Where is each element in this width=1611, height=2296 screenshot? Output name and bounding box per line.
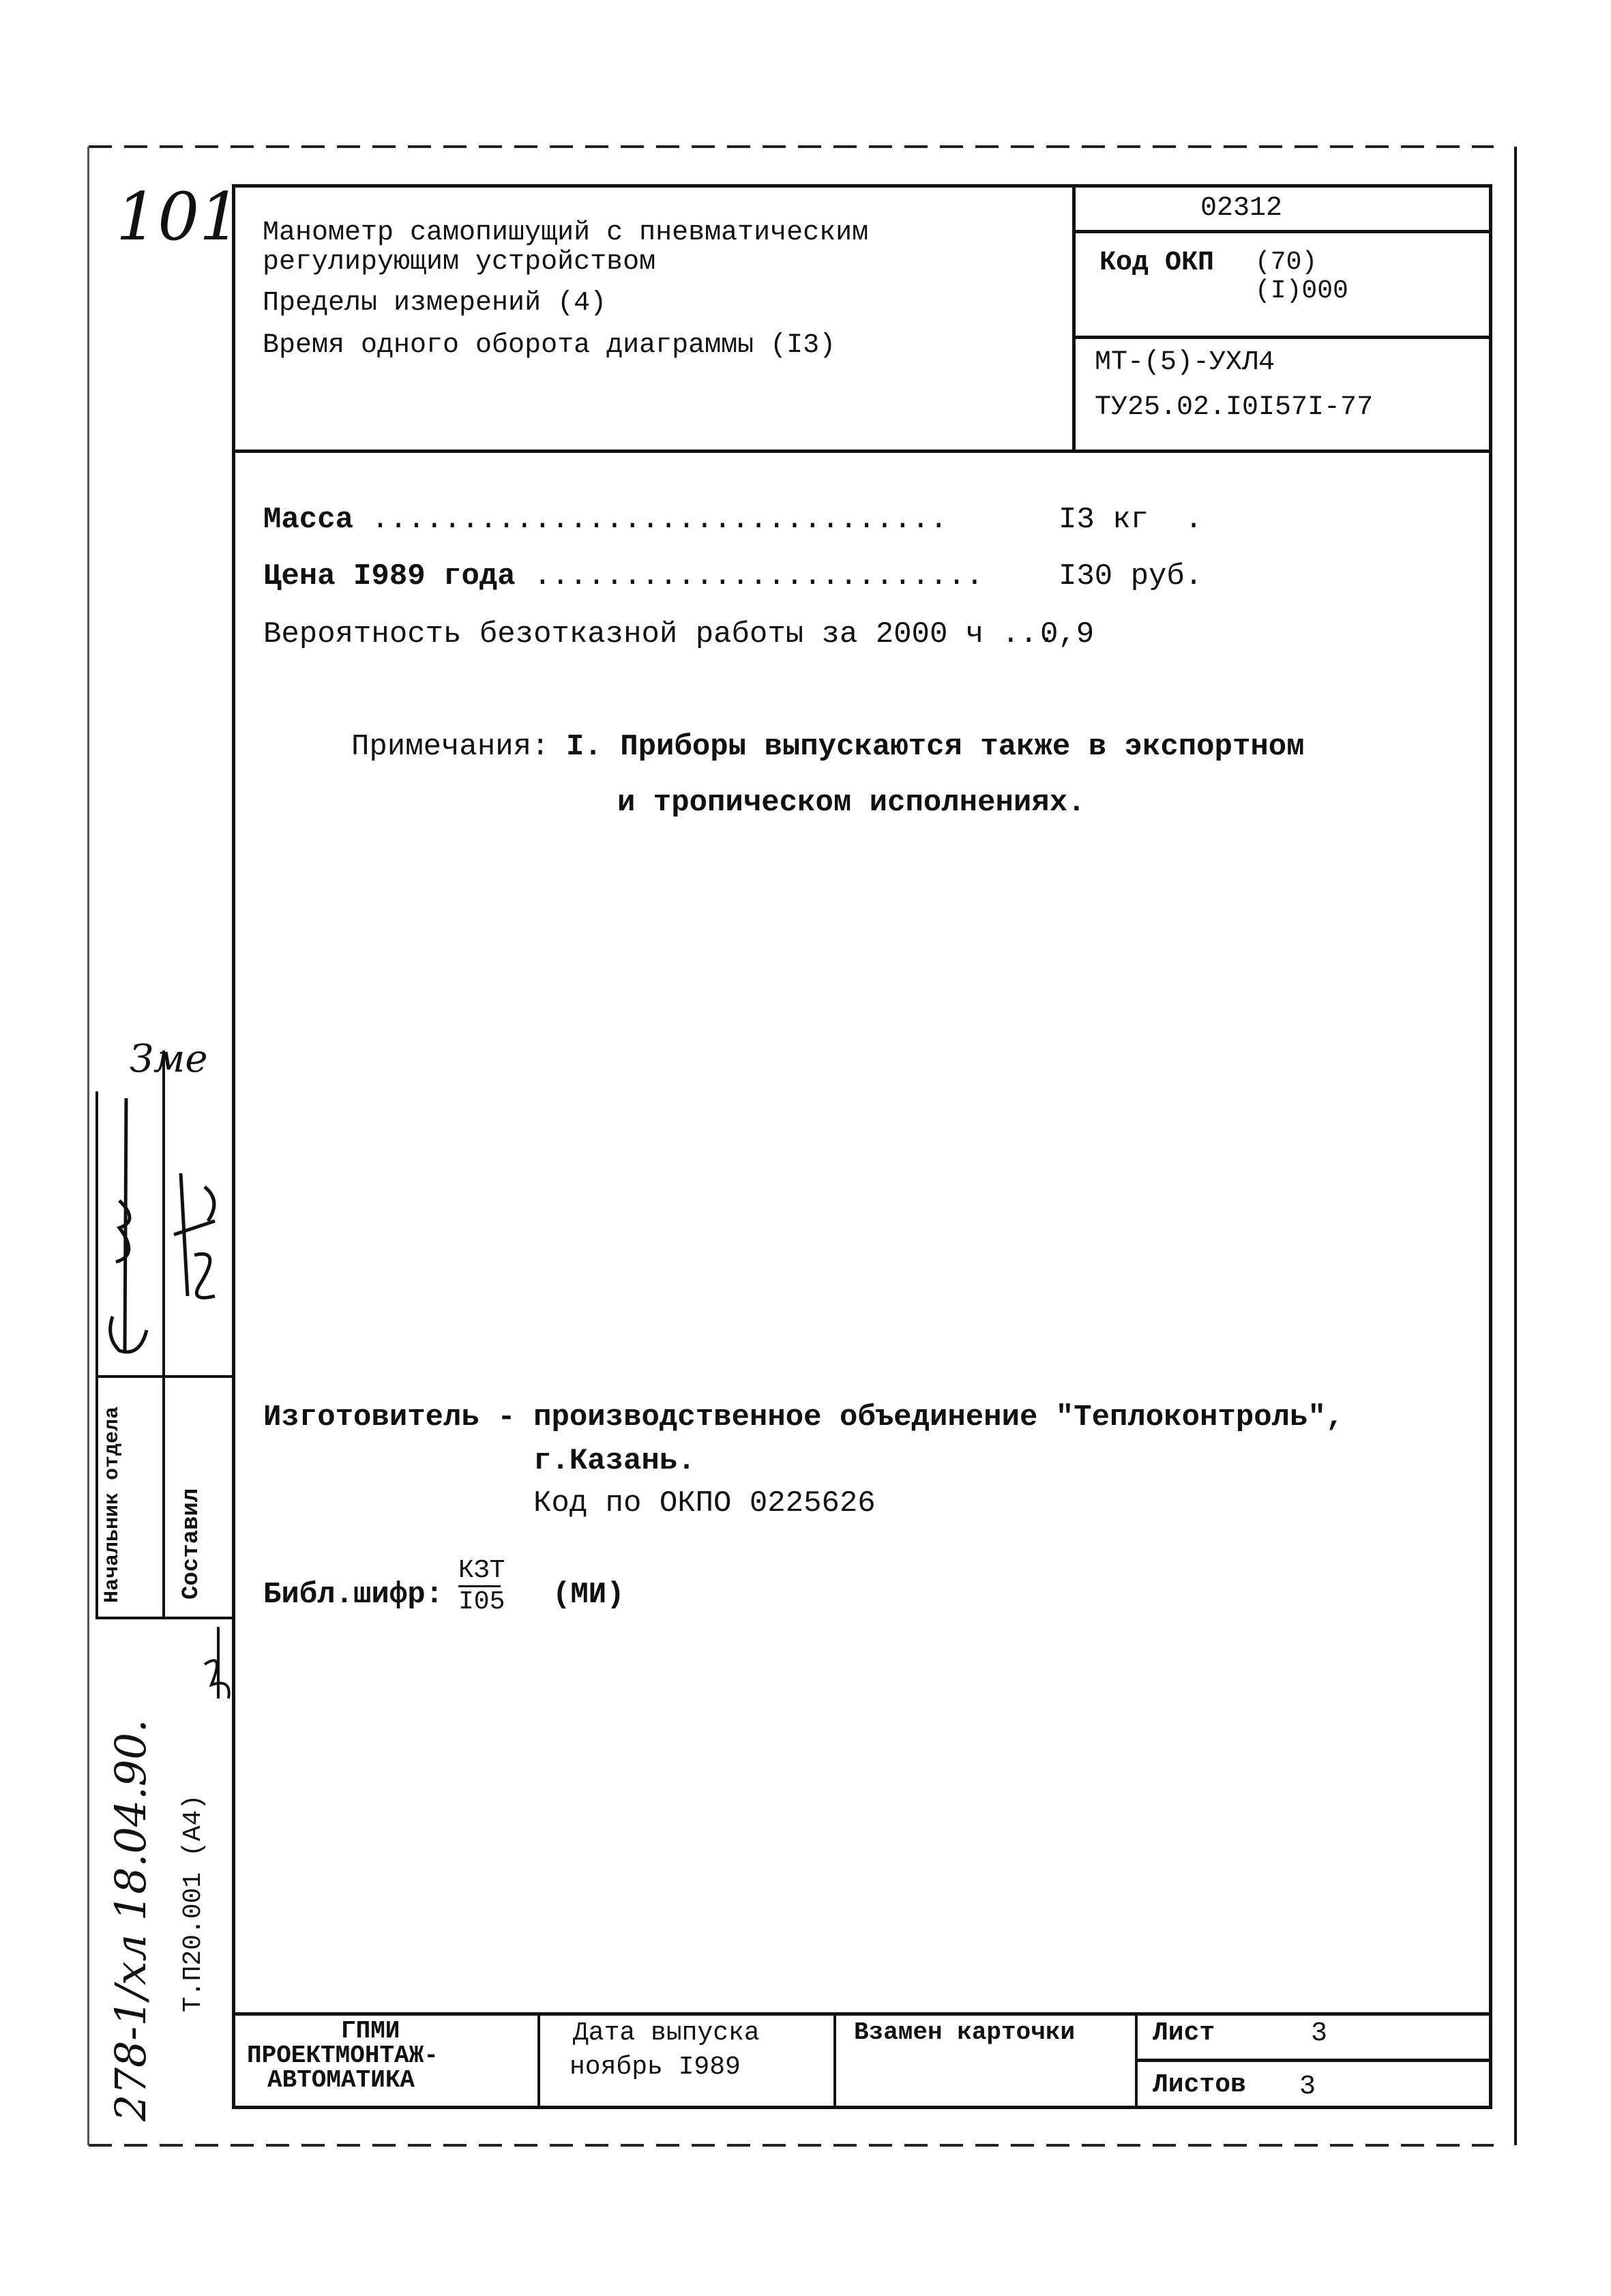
sheet-value: 3	[1311, 2018, 1328, 2049]
model-designation: МТ-(5)-УХЛ4	[1095, 347, 1275, 378]
header-right-row-divider-2	[1072, 336, 1492, 339]
notes-label: Примечания:	[351, 730, 550, 764]
product-title-line2: регулирующим устройством	[263, 247, 656, 278]
spec-price	[263, 561, 984, 591]
diagram-rotation-time: Время одного оборота диаграммы (I3)	[263, 330, 836, 361]
header-right-row-divider-1	[1072, 230, 1492, 233]
org-name-line3: АВТОМАТИКА	[267, 2066, 415, 2094]
spec-reliability-value: 0,9	[1040, 617, 1095, 651]
library-code-suffix: (МИ)	[552, 1578, 625, 1612]
replaces-card-label: Взамен карточки	[854, 2018, 1076, 2046]
footer-row-divider	[1135, 2059, 1492, 2062]
notes-line1: I. Приборы выпускаются также в экспортном	[566, 730, 1305, 764]
signature-head-of-dept	[99, 1091, 160, 1364]
footer-col-divider-1	[537, 2012, 540, 2109]
margin-col-divider	[162, 1050, 165, 1617]
okp-code-bottom: (I)000	[1255, 276, 1348, 306]
spec-leader: .........................	[515, 559, 984, 593]
margin-row-divider	[95, 1375, 232, 1378]
left-edge-line	[87, 147, 89, 2145]
measurement-limits: Пределы измерений (4)	[263, 288, 607, 319]
document-format-code: Т.П20.001 (А4)	[179, 1794, 208, 2012]
head-of-dept-label: Начальник отдела	[101, 1406, 124, 1603]
handwritten-margin-note: Зме	[130, 1037, 208, 1081]
spec-reliability	[263, 619, 1056, 649]
margin-left-border	[95, 1091, 98, 1617]
release-date-label: Дата выпуска	[573, 2018, 760, 2048]
spec-mass-value: I3 кг .	[1059, 503, 1203, 537]
spec-mass	[263, 505, 947, 535]
library-code-label: Библ.шифр:	[263, 1578, 444, 1612]
footer-col-divider-2	[833, 2012, 836, 2109]
library-code-denominator: I05	[458, 1587, 505, 1617]
manufacturer-line1: Изготовитель - производственное объединение "Теплоконтроль",	[263, 1400, 1344, 1434]
org-name-line1: ГПМИ	[341, 2017, 400, 2045]
okpo-code: Код по ОКПО 0225626	[533, 1486, 876, 1520]
footer-top-divider	[232, 2012, 1492, 2016]
handwritten-sheet-number: 101	[116, 179, 241, 255]
spec-price-value: I30 руб.	[1059, 559, 1203, 593]
card-number: 02312	[1200, 193, 1283, 224]
library-code-numerator: КЗТ	[458, 1556, 505, 1585]
technical-spec: ТУ25.02.I0I57I-77	[1095, 392, 1374, 423]
okp-label: Код ОКП	[1099, 248, 1215, 278]
bottom-dashed-border	[89, 2144, 1494, 2147]
compiled-by-label: Составил	[179, 1488, 205, 1600]
release-date-value: ноябрь I989	[570, 2052, 741, 2082]
product-title-line1: Манометр самопишущий с пневматическим	[263, 218, 869, 248]
right-edge-line	[1514, 147, 1517, 2145]
signature-compiler	[167, 1160, 228, 1316]
spec-label: Масса	[263, 503, 354, 537]
header-divider	[232, 450, 1492, 453]
okp-code-top: (70)	[1255, 248, 1318, 277]
spec-label: Цена I989 года	[263, 559, 516, 593]
signature-registration	[198, 1623, 239, 1705]
sheets-value: 3	[1299, 2072, 1316, 2102]
margin-bottom-divider	[95, 1617, 232, 1619]
handwritten-registration-note: 278-1/хл 18.04.90.	[106, 1719, 156, 2121]
spec-leader: ...	[984, 617, 1056, 651]
spec-leader: ................................	[353, 503, 948, 537]
manufacturer-city: г.Казань.	[533, 1444, 696, 1478]
card-frame	[232, 184, 1492, 2109]
spec-label: Вероятность безотказной работы за 2000 ч	[263, 617, 984, 651]
sheets-label: Листов	[1153, 2070, 1246, 2100]
header-right-column-divider	[1072, 184, 1076, 452]
org-name-line2: ПРОЕКТМОНТАЖ-	[247, 2042, 439, 2070]
notes-line2: и тропическом исполнениях.	[617, 786, 1086, 820]
sheet-label: Лист	[1153, 2018, 1215, 2048]
top-dashed-border	[89, 145, 1494, 148]
